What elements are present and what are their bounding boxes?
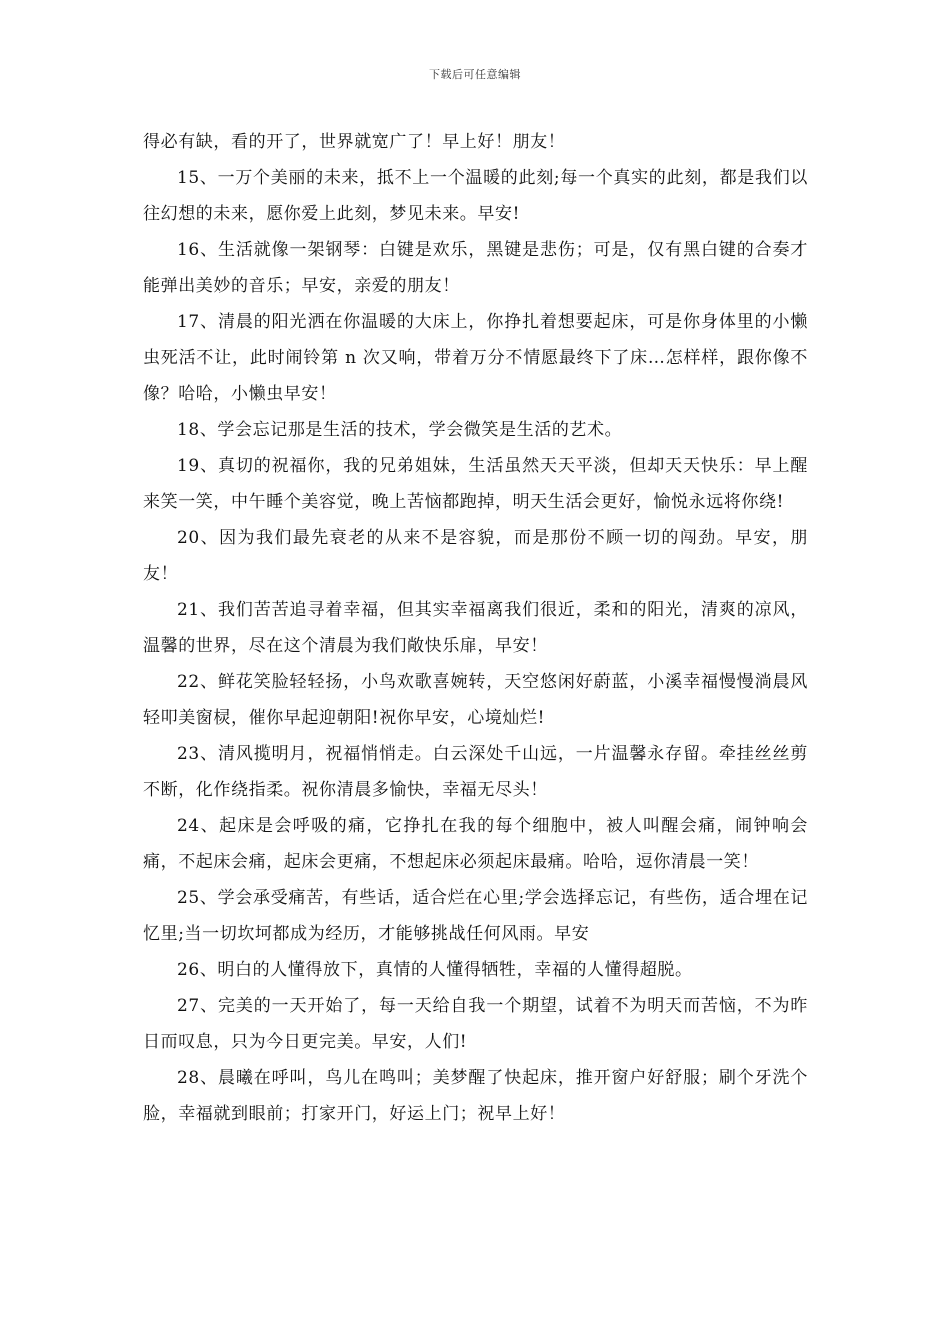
- paragraph-22: 22、鲜花笑脸轻轻扬，小鸟欢歌喜婉转，天空悠闲好蔚蓝，小溪幸福慢慢淌晨风轻叩美窗棂，催你早起迎朝阳!祝你早安，心境灿烂!: [143, 672, 808, 728]
- paragraph-17: 17、清晨的阳光洒在你温暖的大床上，你挣扎着想要起床，可是你身体里的小懒虫死活不让，此时闹铃第 n 次又响，带着万分不情愿最终下了床…怎样样，跟你像不像？哈哈，小懒虫早安！: [143, 312, 808, 404]
- paragraph-26: 26、明白的人懂得放下，真情的人懂得牺牲，幸福的人懂得超脱。: [177, 960, 693, 980]
- page-header: 下载后可任意编辑: [429, 68, 521, 81]
- paragraph-19: 19、真切的祝福你，我的兄弟姐妹，生活虽然天天平淡，但却天天快乐：早上醒来笑一笑，中午睡个美容觉，晚上苦恼都跑掉，明天生活会更好，愉悦永远将你绕!: [143, 456, 808, 512]
- paragraph-20: 20、因为我们最先衰老的从来不是容貌，而是那份不顾一切的闯劲。早安，朋友！: [143, 528, 808, 584]
- paragraph-27: 27、完美的一天开始了，每一天给自我一个期望，试着不为明天而苦恼，不为昨日而叹息，只为今日更完美。早安，人们!: [143, 996, 808, 1052]
- paragraph-18: 18、学会忘记那是生活的技术，学会微笑是生活的艺术。: [177, 420, 623, 440]
- paragraph-24: 24、起床是会呼吸的痛，它挣扎在我的每个细胞中，被人叫醒会痛，闹钟响会痛，不起床会痛，起床会更痛，不想起床必须起床最痛。哈哈，逗你清晨一笑！: [143, 816, 808, 872]
- paragraph-23: 23、清风揽明月，祝福悄悄走。白云深处千山远，一片温馨永存留。牵挂丝丝剪不断，化作绕指柔。祝你清晨多愉快，幸福无尽头！: [143, 744, 808, 800]
- paragraph-15: 15、一万个美丽的未来，抵不上一个温暖的此刻;每一个真实的此刻，都是我们以往幻想的未来，愿你爱上此刻，梦见未来。早安!: [143, 168, 808, 224]
- paragraph-28: 28、晨曦在呼叫，鸟儿在鸣叫；美梦醒了快起床，推开窗户好舒服；刷个牙洗个脸，幸福就到眼前；打家开门，好运上门；祝早上好！: [143, 1068, 808, 1124]
- paragraph-continuation: 得必有缺，看的开了，世界就宽广了！早上好！朋友！: [143, 132, 566, 152]
- document-body: [143, 124, 808, 1132]
- paragraph-16: 16、生活就像一架钢琴：白键是欢乐，黑键是悲伤；可是，仅有黑白键的合奏才能弹出美妙的音乐；早安，亲爱的朋友！: [143, 240, 808, 296]
- paragraph-25: 25、学会承受痛苦，有些话，适合烂在心里;学会选择忘记，有些伤，适合埋在记忆里;当一切坎坷都成为经历，才能够挑战任何风雨。早安: [143, 888, 808, 944]
- paragraph-21: 21、我们苦苦追寻着幸福，但其实幸福离我们很近，柔和的阳光，清爽的凉风，温馨的世界，尽在这个清晨为我们敞快乐扉，早安！: [143, 600, 808, 656]
